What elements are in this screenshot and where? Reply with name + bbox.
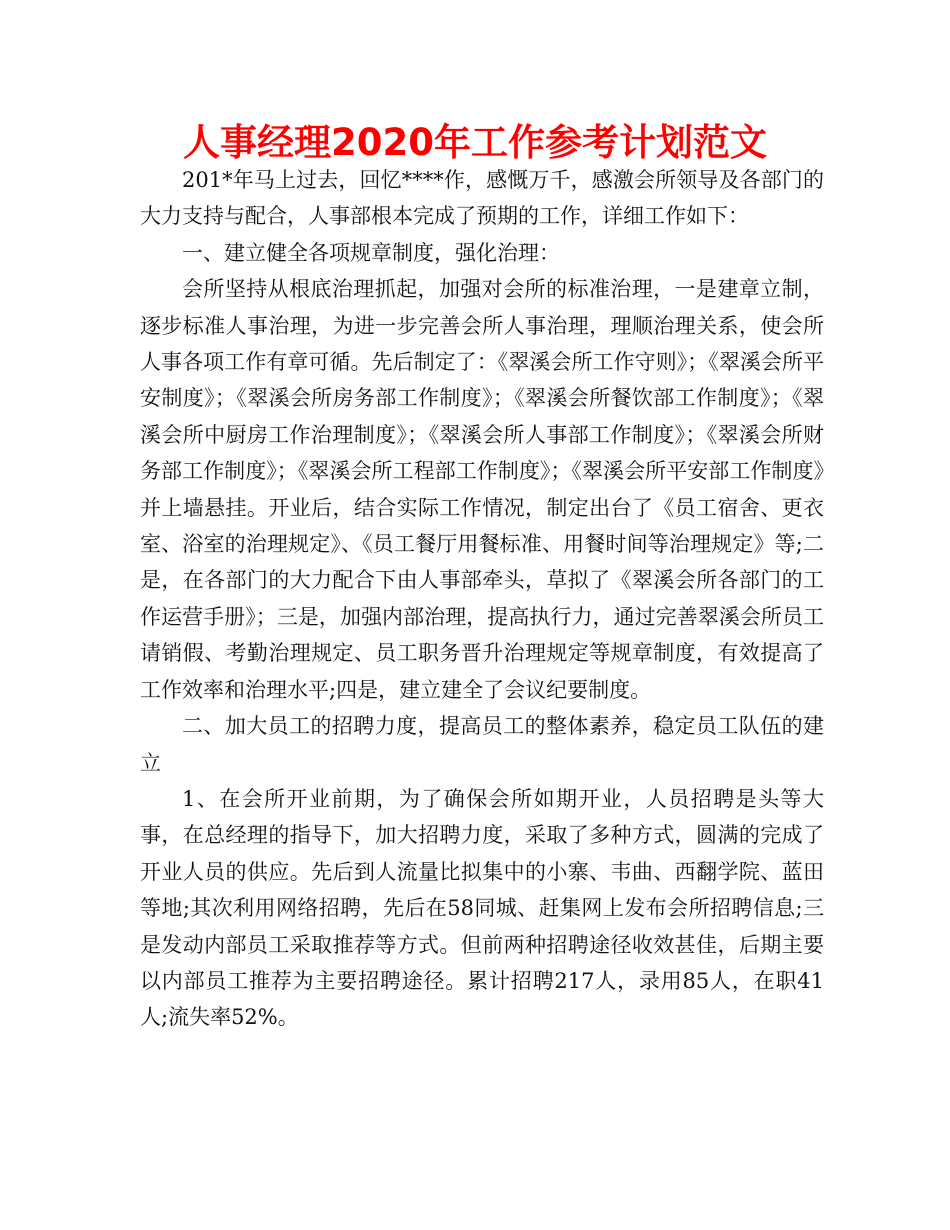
- document-title: 人事经理2020年工作参考计划范文: [183, 121, 767, 164]
- section-2-item-1-paragraph: 1、在会所开业前期，为了确保会所如期开业，人员招聘是头等大事，在总经理的指导下，加大招聘力度，采取了多种方式，圆满的完成了开业人员的供应。先后到人流量比拟集中的小寨、韦曲、西翻学院、蓝田等地;其次利用网络招聘，先后在58同城、赶集网上发布会所招聘信息;三是发动内部员工采取推荐等方式。但前两种招聘途径收效甚佳，后期主要以内部员工推荐为主要招聘途径。累计招聘217人，录用85人，在职41人;流失率52%。: [140, 786, 824, 1030]
- section-1-paragraph: 会所坚持从根底治理抓起，加强对会所的标准治理，一是建章立制，逐步标准人事治理，为进一步完善会所人事治理，理顺治理关系，使会所人事各项工作有章可循。先后制定了：《翠溪会所工作守则》；《翠溪会所平安制度》；《翠溪会所房务部工作制度》；《翠溪会所餐饮部工作制度》；《翠溪会所中厨房工作治理制度》；《翠溪会所人事部工作制度》；《翠溪会所财务部工作制度》；《翠溪会所工程部工作制度》；《翠溪会所平安部工作制度》并上墙悬挂。开业后，结合实际工作情况，制定出台了《员工宿舍、更衣室、浴室的治理规定》、《员工餐厅用餐标准、用餐时间等治理规定》等;二是，在各部门的大力配合下由人事部牵头，草拟了《翠溪会所各部门的工作运营手册》；三是，加强内部治理，提高执行力，通过完善翠溪会所员工请销假、考勤治理规定、员工职务晋升治理规定等规章制度，有效提高了工作效率和治理水平;四是，建立建全了会议纪要制度。: [140, 277, 824, 702]
- intro-paragraph: 201*年马上过去，回忆****作，感慨万千，感激会所领导及各部门的大力支持与配合，人事部根本完成了预期的工作，详细工作如下：: [140, 168, 824, 229]
- document-body: [140, 162, 824, 1036]
- section-heading-1: 一、建立健全各项规章制度，强化治理：: [182, 240, 560, 265]
- section-heading-2: 二、加大员工的招聘力度，提高员工的整体素养，稳定员工队伍的建立: [140, 714, 824, 775]
